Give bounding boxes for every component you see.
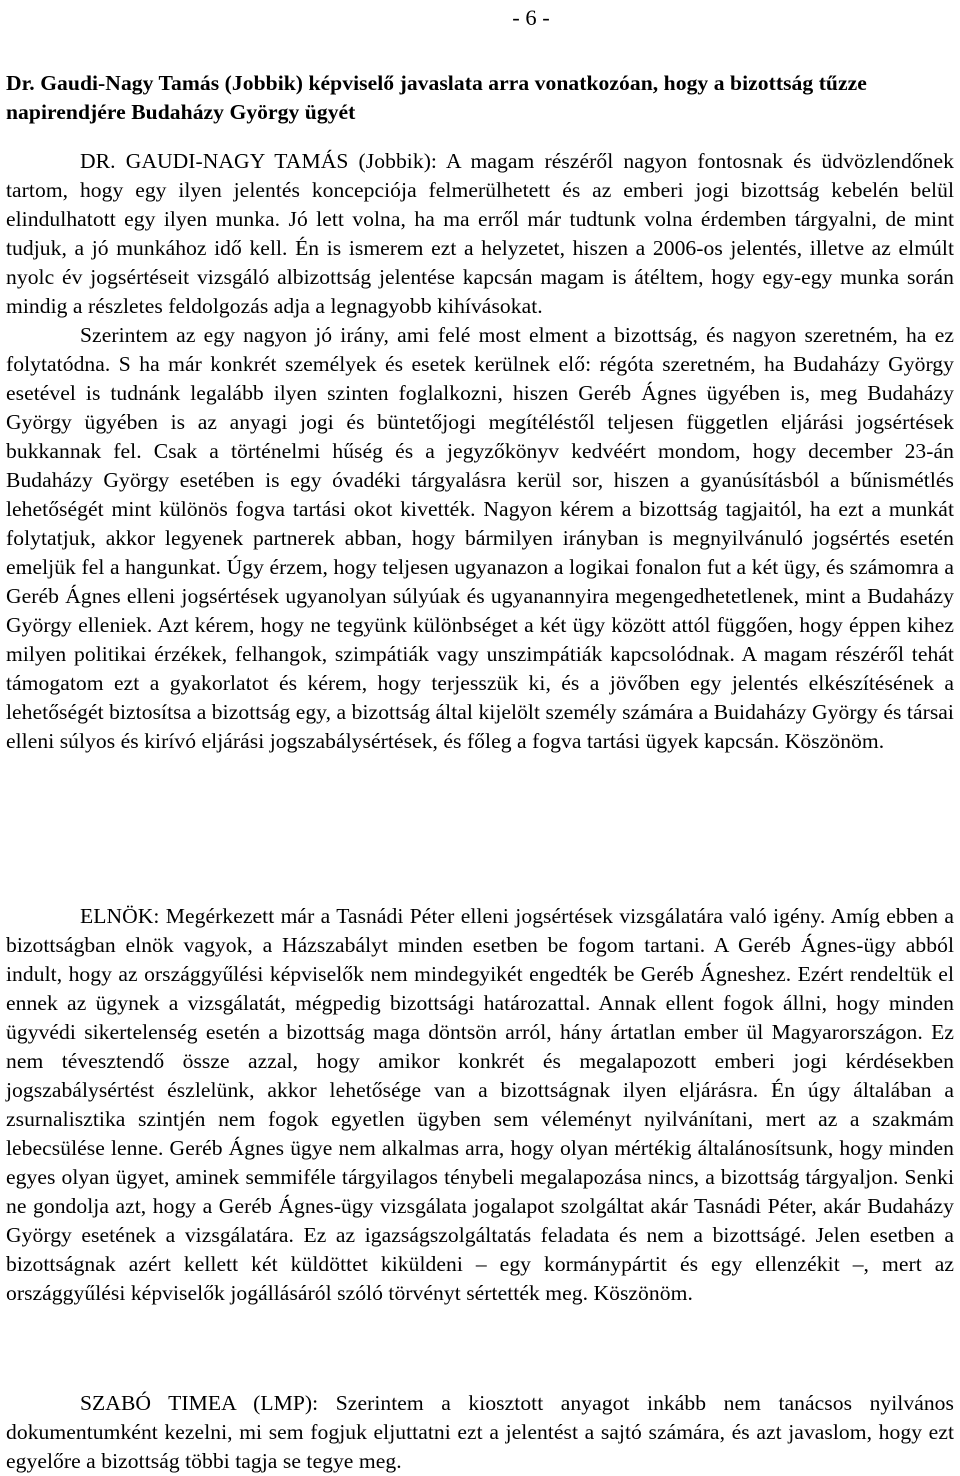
paragraph: ELNÖK: Megérkezett már a Tasnádi Péter elleni jogsértések vizsgálatára való igény. Amíg ebben a bizottságban elnök vagyok, a Házszabályt minden esetben be fogom tartani. A Geréb Ágnes-ügy abból indult, hogy az országgyűlési képviselők nem mindegyikét engedték be Geréb Ágneshez. Ezért rendeltük el ennek az ügynek a vizsgálatát, mégpedig bizottsági határozattal. Annak ellent fogok állni, hogy minden ügyvédi sikertelenség esetén a bizottság maga döntsön arról, hány ártatlan ember ül Magyarországon. Ez nem tévesztendő össze azzal, hogy amikor konkrét és megalapozott emberi jogi kérdésekben jogszabálysértést észlelünk, akkor lehetősége van a bizottságnak ilyen eljárásra. Én úgy általában a zsurnalisztika szintjén nem fogok egyetlen ügyben sem véleményt nyilvánítani, mert az a szakmám lebecsülése lenne. Geréb Ágnes ügye nem alkalmas arra, hogy olyan mértékig általánosítsunk, hogy minden egyes olyan ügyet, aminek semmiféle tárgyilagos ténybeli megalapozása nincs, a bizottság tárgyaljon. Senki ne gondolja azt, hogy a Geréb Ágnes-ügy vizsgálata jogalapot szolgáltat akár Tasnádi Péter, akár Budaházy György esetének a vizsgálatára. Ez az igazságszolgáltatás feladata és nem a bizottságé. Jelen esetben a bizottságnak azért kellett két küldöttet kiküldeni – egy kormánypártit és egy ellenzékit –, mert az országgyűlési képviselők jogállásáról szóló törvényt sértették meg. Köszönöm. bbox=[6, 904, 954, 1305]
paragraph: Szerintem az egy nagyon jó irány, ami felé most elment a bizottság, és nagyon szeretném, ha ez folytatódna. S ha már konkrét személyek és esetek kerülnek elő: régóta szeretném, ha Budaházy György esetével is tudnánk legalább ilyen szinten foglalkozni, hiszen Geréb Ágnes ügyében is, meg Budaházy György ügyében is az anyagi jogi és büntetőjogi megítéléstől teljesen független eljárási jogsértések bukkannak fel. Csak a történelmi hűség és a jegyzőkönyv kedvéért mondom, hogy december 23-án Budaházy György esetében is egy óvadéki tárgyalásra kerül sor, hiszen a gyanúsításból a bűnismétlés lehetőségét mint különös fogva tartási okot kivették. Nagyon kérem a bizottság tagjaitól, ha ezt a munkát folytatjuk, akkor legyenek partnerek abban, hogy bármilyen irányban is megnyilvánuló jogsértés esetén emeljük fel a hangunkat. Úgy érzem, hogy teljesen ugyanazon a logikai fonalon fut a két ügy, és számomra a Geréb Ágnes elleni jogsértések ugyanolyan súlyúak és ugyanannyira megengedhetetlenek, mint a Budaházy György elleniek. Azt kérem, hogy ne tegyünk különbséget a két ügy között attól függően, hogy éppen kihez milyen politikai érzékek, felhangok, szimpátiák vagy unszimpátiák kapcsolódnak. A magam részéről tehát támogatom ezt a gyakorlatot és kérem, hogy terjesszük ki, és a jövőben egy jelentés elkészítésének a lehetőségét biztosítsa a bizottság egy, a bizottság által kijelölt személy számára a Buidaházy György és társai elleni súlyos és kirívó eljárási jogszabálysértések, és főleg a fogva tartási ügyek kapcsán. Köszönöm. bbox=[6, 323, 954, 753]
paragraph: DR. GAUDI-NAGY TAMÁS (Jobbik): A magam részéről nagyon fontosnak és üdvözlendőnek tartom, hogy egy ilyen jelentés koncepciója felmerülhetett és az emberi jogi bizottság kebelén belül elindulhatott egy ilyen munka. Jó lett volna, ha ma erről már tudtunk volna érdemben tárgyalni, de mint tudjuk, a jó munkához idő kell. Én is ismerem ezt a helyzetet, hiszen a 2006-os jelentés, illetve az elmúlt nyolc év jogsértéseit vizsgáló albizottság jelentése kapcsán magam is átéltem, hogy egy-egy munka során mindig a részletes feldolgozás adja a legnagyobb kihívásokat. bbox=[6, 149, 954, 318]
page-number: - 6 - bbox=[512, 5, 550, 30]
speech-elnok bbox=[6, 902, 954, 1308]
speech-gaudi-nagy bbox=[6, 147, 954, 756]
agenda-item-heading: Dr. Gaudi-Nagy Tamás (Jobbik) képviselő javaslata arra vonatkozóan, hogy a bizottság tűzze napirendjére Budaházy György ügyét bbox=[6, 71, 867, 124]
speech-szabo-timea bbox=[6, 1389, 954, 1476]
paragraph: SZABÓ TIMEA (LMP): Szerintem a kiosztott anyagot inkább nem tanácsos nyilvános dokumentumként kezelni, mi sem fogjuk eljuttatni ezt a jelentést a sajtó számára, és azt javaslom, hogy ezt egyelőre a bizottság többi tagja se tegye meg. bbox=[6, 1391, 954, 1473]
